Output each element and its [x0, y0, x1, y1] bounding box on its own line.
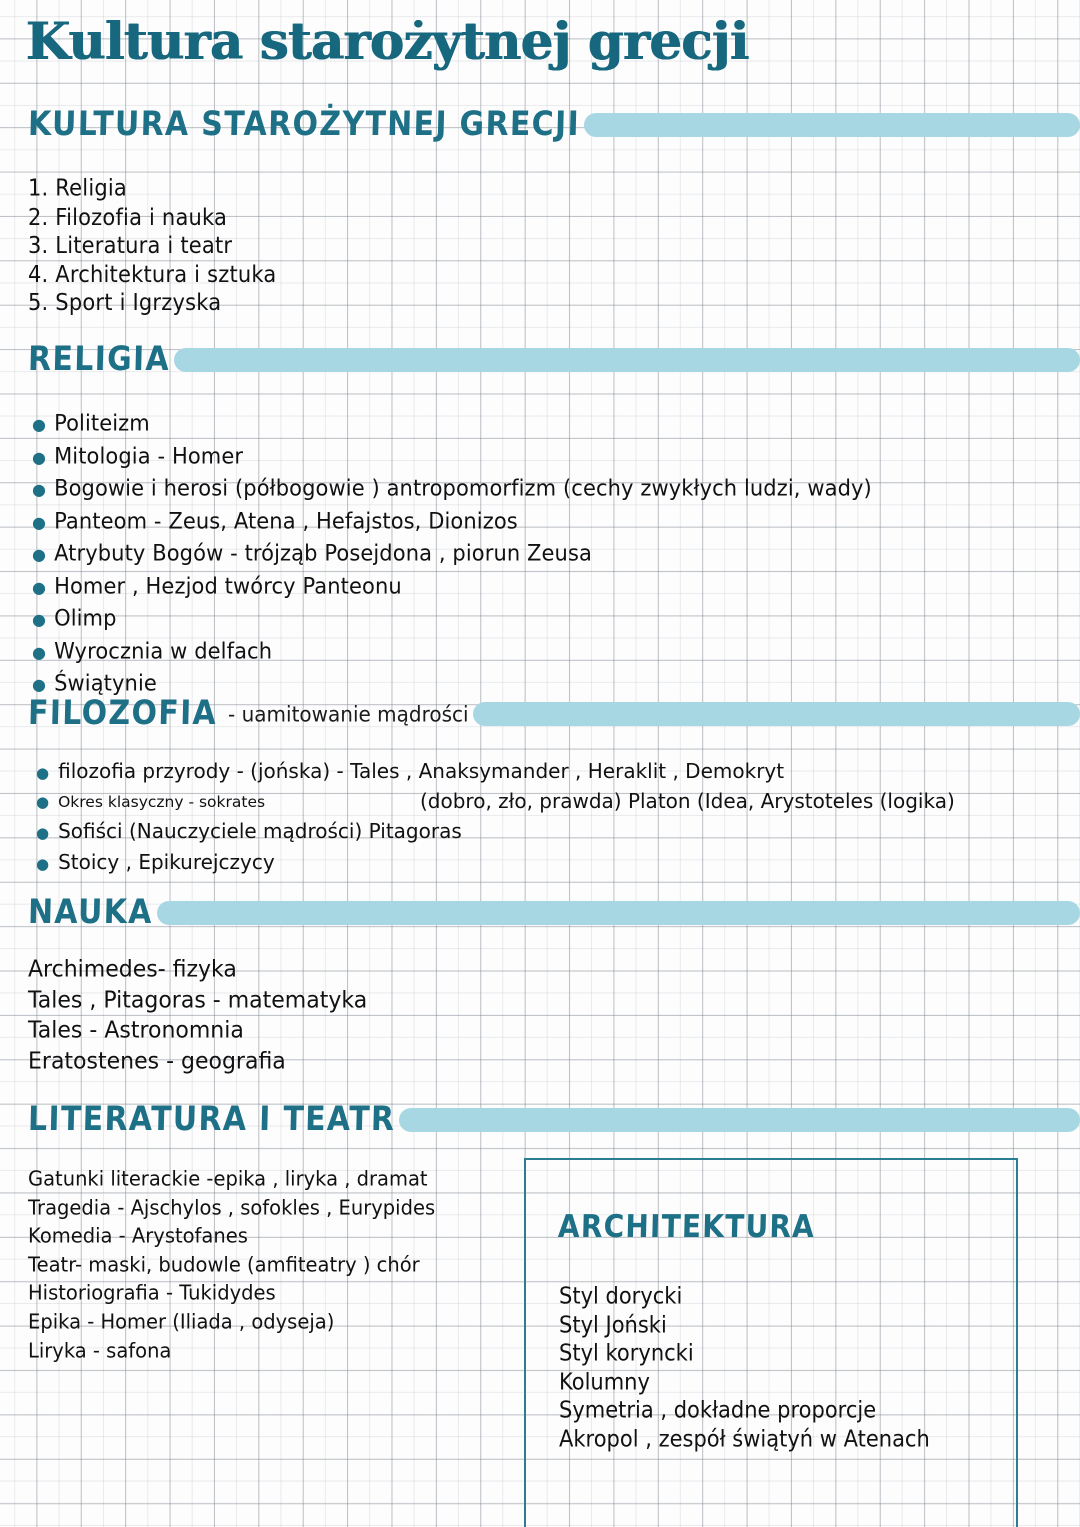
list-item: Teatr- maski, budowle (amfiteatry ) chór	[28, 1251, 420, 1277]
section-heading-nauka	[27, 892, 1080, 933]
list-item-label: Bogowie i herosi (półbogowie ) antropomorfizm (cechy zwykłych ludzi, wady)	[54, 475, 872, 501]
highlight-bar-overview	[584, 113, 1080, 137]
list-item-label: Mitologia - Homer	[54, 442, 244, 469]
list-item-label: Atrybuty Bogów - trójząb Posejdona , piorun Zeusa	[54, 540, 592, 566]
list-item	[36, 817, 784, 848]
bullet-icon: ●	[36, 793, 50, 811]
list-item-label: Wyrocznia w delfach	[54, 637, 273, 664]
list-item: Tales , Pitagoras - matematyka	[28, 986, 368, 1014]
architektura-panel	[524, 1158, 1018, 1527]
bullet-icon: ●	[32, 577, 47, 597]
highlight-bar-filozofia	[473, 702, 1080, 726]
list-item-label: Olimp	[54, 605, 117, 631]
bullet-icon: ●	[32, 675, 47, 694]
list-item: Styl Joński	[559, 1311, 667, 1338]
list-item	[36, 788, 955, 817]
list-item: Akropol , zespół świątyń w Atenach	[559, 1425, 930, 1452]
list-item: Kolumny	[559, 1368, 650, 1395]
section-heading-overview	[27, 104, 1080, 145]
list-item	[32, 538, 872, 571]
filozofia-bullet-list	[36, 757, 955, 879]
list-item: Styl dorycki	[559, 1283, 683, 1309]
list-item	[32, 571, 872, 604]
list-item-label: Politeizm	[54, 410, 150, 436]
bullet-icon: ●	[36, 824, 50, 842]
literatura-list	[28, 1165, 435, 1365]
architektura-list	[559, 1282, 930, 1454]
list-item: 2. Filozofia i nauka	[28, 203, 228, 230]
highlight-bar-religia	[174, 348, 1080, 372]
bullet-icon: ●	[32, 545, 47, 564]
section-heading-literatura-label: LITERATURA I TEATR	[27, 1099, 396, 1140]
section-heading-religia-label: RELIGIA	[27, 339, 171, 380]
list-item: Gatunki literackie -epika , liryka , dramat	[28, 1166, 428, 1191]
section-heading-architektura-label: ARCHITEKTURA	[557, 1208, 816, 1245]
list-item-label: Świątynie	[54, 670, 157, 696]
section-heading-filozofia-label: FILOZOFIA	[27, 693, 218, 734]
highlight-bar-nauka	[157, 901, 1080, 925]
list-item: 1. Religia	[28, 175, 127, 201]
list-item: Komedia - Arystofanes	[28, 1223, 248, 1248]
list-item-label: Panteom - Zeus, Atena , Hefajstos, Dionizos	[54, 507, 518, 534]
list-item: Liryka - safona	[28, 1337, 172, 1363]
list-item	[36, 848, 784, 879]
list-item: 4. Architektura i sztuka	[28, 261, 277, 288]
list-item-label: Stoicy , Epikurejczycy	[58, 850, 275, 874]
list-item: Symetria , dokładne proporcje	[559, 1397, 877, 1424]
overview-list	[28, 174, 276, 318]
list-item-label: Homer , Hezjod twórcy Panteonu	[54, 572, 402, 599]
list-item: Tragedia - Ajschylos , sofokles , Eurypides	[28, 1194, 436, 1220]
section-heading-overview-label: KULTURA STAROŻYTNEJ GRECJI	[27, 104, 581, 145]
list-item: 5. Sport i Igrzyska	[28, 289, 222, 316]
bullet-icon: ●	[32, 415, 47, 434]
list-item	[32, 506, 872, 539]
list-item-label: filozofia przyrody - (jońska) - Tales , Anaksymander , Heraklit , Demokryt	[58, 759, 785, 783]
bullet-icon: ●	[36, 764, 50, 782]
section-heading-literatura	[27, 1099, 1080, 1140]
list-item	[32, 603, 872, 636]
bullet-icon: ●	[36, 855, 50, 873]
religia-bullet-list	[32, 408, 872, 701]
list-item-label: Sofiści (Nauczyciele mądrości) Pitagoras	[58, 819, 462, 843]
bullet-icon: ●	[32, 447, 47, 467]
page-title: Kultura starożytnej grecji	[26, 12, 749, 72]
section-heading-nauka-label: NAUKA	[27, 892, 154, 933]
bullet-icon: ●	[32, 512, 47, 532]
bullet-icon: ●	[32, 610, 47, 629]
section-heading-religia	[27, 339, 1080, 380]
bullet-icon: ●	[32, 480, 47, 499]
list-item	[32, 408, 872, 441]
list-item: Historiografia - Tukidydes	[28, 1280, 276, 1306]
list-item: Tales - Astronomnia	[28, 1017, 244, 1044]
highlight-bar-literatura	[399, 1108, 1080, 1132]
list-item	[32, 473, 872, 506]
list-item: Eratostenes - geografia	[28, 1047, 286, 1075]
list-item: Styl koryncki	[559, 1340, 694, 1367]
list-item: 3. Literatura i teatr	[28, 232, 233, 259]
list-item-label: Okres klasyczny - sokrates	[58, 793, 266, 811]
list-item: Epika - Homer (Iliada , odyseja)	[28, 1309, 335, 1334]
nauka-list	[28, 955, 367, 1077]
section-subtitle-filozofia: - uamitowanie mądrości	[228, 701, 469, 727]
section-heading-filozofia	[27, 693, 1080, 734]
list-item: Archimedes- fizyka	[28, 956, 237, 983]
list-item	[32, 441, 872, 474]
bullet-icon: ●	[32, 642, 47, 662]
list-item	[36, 757, 784, 788]
filozofia-second-line-tail: (dobro, zło, prawda) Platon (Idea, Arystoteles (logika)	[420, 789, 955, 813]
list-item	[32, 636, 872, 669]
